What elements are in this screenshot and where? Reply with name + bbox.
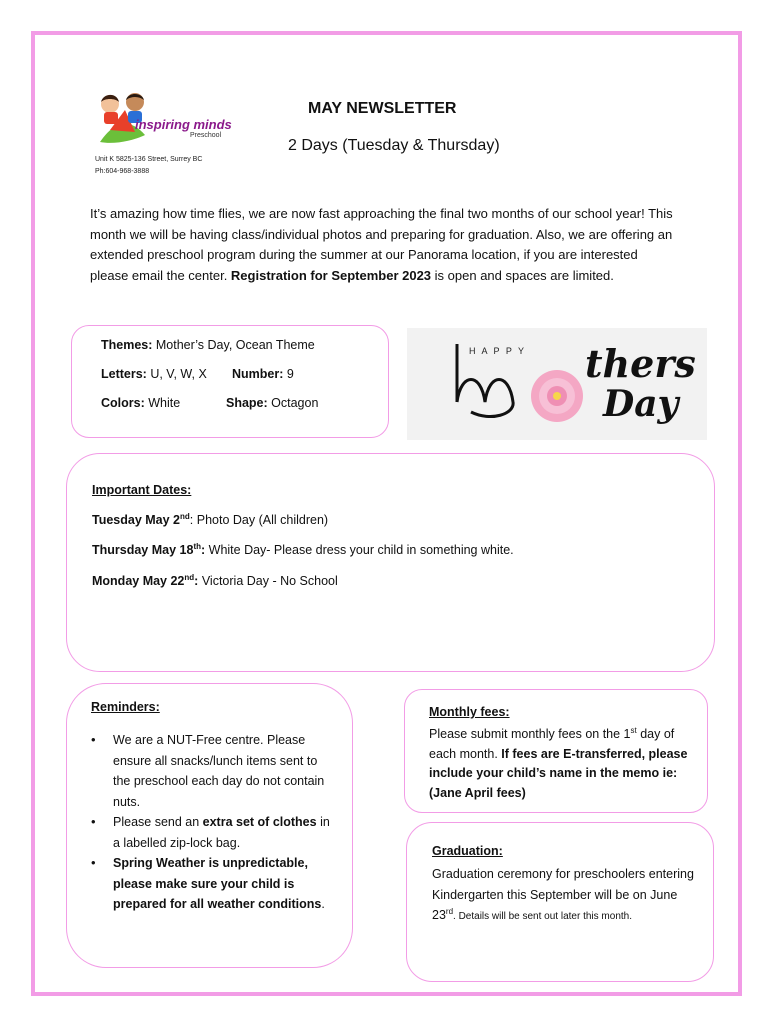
date-item	[92, 574, 338, 588]
reminders-list	[91, 730, 331, 915]
graduation-heading: Graduation:	[432, 844, 503, 858]
themes-line	[101, 338, 315, 352]
graduation-text-b: . Details will be sent out later this month.	[453, 911, 633, 922]
reminders-heading: Reminders:	[91, 700, 160, 714]
list-item	[91, 812, 331, 853]
shape-label: Shape:	[226, 396, 268, 410]
reminder-text: We are a NUT-Free centre. Please ensure all snacks/lunch items sent to the preschool each day do not contain nuts.	[113, 733, 325, 809]
graduation-box	[406, 822, 714, 982]
date-colon: :	[189, 513, 194, 527]
mothers-day-image	[407, 328, 707, 440]
letters-value: U, V, W, X	[146, 367, 207, 381]
number-line	[232, 367, 294, 381]
intro-bold: Registration for September 2023	[230, 267, 432, 283]
phone-line: Ph:604-968-3888	[95, 168, 150, 175]
pink-flower-icon	[525, 364, 589, 428]
date-text: Photo Day (All children)	[193, 513, 329, 527]
shape-value: Octagon	[267, 396, 319, 410]
date-label: Thursday May 18	[92, 543, 194, 557]
colors-value: White	[144, 396, 181, 410]
fees-text-b: day of each month.	[429, 727, 675, 761]
date-sup: th	[193, 541, 201, 551]
newsletter-title: MAY NEWSLETTER	[308, 100, 457, 117]
date-label: Monday May 22	[92, 574, 185, 588]
graduation-text-a: Graduation ceremony for preschoolers entering Kindergarten this September will be on June 23	[432, 867, 694, 922]
graduation-text	[432, 864, 702, 928]
happy-text: H A P P Y	[469, 346, 527, 356]
reminder-text: in a labelled zip-lock bag.	[113, 815, 330, 850]
fees-bold: If fees are E-transferred, please include your child’s name in the memo ie: (Jane April fees)	[429, 746, 688, 800]
date-sup: nd	[184, 572, 195, 582]
day-word: Day	[603, 383, 679, 425]
colors-label: Colors:	[101, 396, 145, 410]
date-text: White Day- Please dress your child in something white.	[205, 543, 514, 557]
date-item	[92, 513, 328, 527]
date-colon: :	[201, 543, 206, 557]
mothers-word: thers	[585, 341, 696, 386]
fees-sup: st	[630, 725, 637, 735]
themes-value: Mother’s Day, Ocean Theme	[152, 338, 315, 352]
logo-subtitle: Preschool	[190, 132, 222, 139]
graduation-sup: rd	[445, 906, 454, 916]
monthly-fees-box	[404, 689, 708, 813]
list-item	[91, 730, 331, 812]
newsletter-subtitle: 2 Days (Tuesday & Thursday)	[288, 137, 500, 154]
number-value: 9	[283, 367, 294, 381]
reminder-text: Please send an	[113, 815, 203, 829]
intro-text: It’s amazing how time flies, we are now fast approaching the final two months of our school year! This month we will be having class/individual photos and preparing for graduation. Also, we are offering an extended preschool program during the summer at our Panorama location, if you are interested please email the center.	[90, 206, 673, 283]
letters-line	[101, 367, 207, 381]
colors-line	[101, 396, 180, 410]
date-sup: nd	[180, 511, 190, 521]
fees-text-a: Please submit monthly fees on the 1	[429, 727, 631, 741]
school-address	[95, 154, 202, 178]
date-colon: :	[194, 574, 199, 588]
shape-line	[226, 396, 318, 410]
fees-heading: Monthly fees:	[429, 705, 510, 719]
date-item	[92, 543, 514, 557]
reminder-bold: Spring Weather is unpredictable, please make sure your child is prepared for all weather conditions	[113, 856, 322, 911]
number-label: Number:	[232, 367, 284, 381]
reminders-box	[66, 683, 353, 968]
reminder-bold: extra set of clothes	[202, 815, 317, 829]
address-line: Unit K 5825-136 Street, Surrey BC	[95, 156, 203, 163]
letters-label: Letters:	[101, 367, 147, 381]
intro-tail: is open and spaces are limited.	[431, 267, 614, 283]
date-label: Tuesday May 2	[92, 513, 181, 527]
fees-text	[429, 725, 697, 803]
dates-heading: Important Dates:	[92, 483, 192, 497]
intro-paragraph	[90, 204, 675, 286]
list-item	[91, 853, 331, 915]
important-dates-box	[66, 453, 715, 672]
themes-label: Themes:	[101, 338, 153, 352]
date-text: Victoria Day - No School	[198, 574, 338, 588]
themes-box	[71, 325, 389, 438]
logo-name: inspiring minds	[135, 117, 232, 132]
reminder-text: .	[321, 897, 325, 911]
